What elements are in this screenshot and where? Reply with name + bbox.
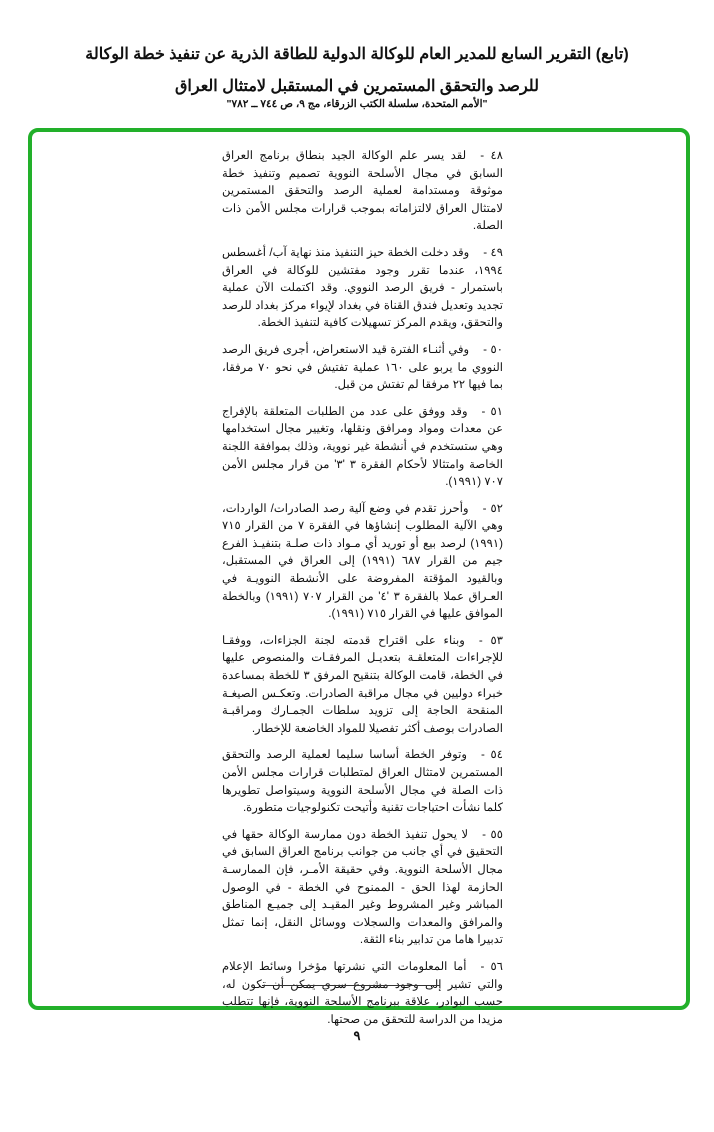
paragraph-56 — [222, 958, 503, 1028]
document-body — [222, 147, 503, 1037]
paragraph-number: ٥٢ - — [482, 501, 503, 515]
paragraph-number: ٥٣ - — [478, 633, 503, 647]
paragraph-52 — [222, 500, 503, 623]
paragraph-number: ٥٦ - — [480, 959, 503, 973]
paragraph-number: ٥٠ - — [483, 342, 503, 356]
divider — [262, 985, 440, 986]
paragraph-48 — [222, 147, 503, 235]
paragraph-49 — [222, 244, 503, 332]
paragraph-text: وتوفر الخطة أساسا سليما لعملية الرصد والتحقق المستمرين لامتثال العراق لمتطلبات قرارات مجلس الأمن ذات الصلة في مجال الأسلحة النووية وسيتواصل تطويرها كلما نشأت احتياجات تقنية وأتيحت تكنولوجيات متطورة. — [222, 748, 503, 815]
document-source: "الأمم المتحدة، سلسلة الكتب الزرقاء، مج ٩، ص ٧٤٤ ــ ٧٨٢" — [226, 98, 488, 110]
document-title-line1: (تابع) التقرير السابع للمدير العام للوكالة الدولية للطاقة الذرية عن تنفيذ خطة الوكالة — [85, 46, 629, 63]
paragraph-text: وقد ووفق على عدد من الطلبات المتعلقة بالإفراج عن معدات ومواد ومرافق ونقلها، وتغيير مجال استخدامها وهي ستستخدم في أنشطة غير نووية، وذلك بموافقة اللجنة الخاصة وامتثالا لأحكام الفقرة ٣ '٣' من قرار مجلس الأمن ٧٠٧ (١٩٩١). — [222, 404, 504, 489]
page-number: ٩ — [353, 1028, 361, 1043]
paragraph-text: لقد يسر علم الوكالة الجيد بنطاق برنامج العراق السابق في مجال الأسلحة النووية تصميم وتنفيذ خطة موثوقة ومستدامة لعملية الرصد والتحقق المستمرين لامتثال العراق لالتزاماته بموجب قرارات مجلس الأمن ذات الصلة. — [222, 149, 503, 233]
document-title-line2: للرصد والتحقق المستمرين في المستقبل لامتثال العراق — [175, 78, 539, 95]
paragraph-text: أما المعلومات التي نشرتها مؤخرا وسائط الإعلام والتي تشير إلى وجود مشروع سري يمكن أن تكون له، حسب البوادر، علاقة ببرنامج الأسلحة النووية، فإنها تتطلب مزيدا من الدراسة للتحقق من صحتها. — [222, 959, 503, 1026]
paragraph-text: وقد دخلت الخطة حيز التنفيذ منذ نهاية آب/ أغسطس ١٩٩٤، عندما تقرر وجود مفتشين للوكالة في العراق باستمرار - فريق الرصد النووي. وقد اكتملت الآن عملية تجديد وتعديل فندق القناة في بغداد لإيواء مركز بغداد للرصد والتحقق، ويقدم المركز تسهيلات كافية لتنفيذ الخطة. — [222, 245, 503, 330]
paragraph-54 — [222, 746, 503, 816]
paragraph-50 — [222, 341, 503, 394]
paragraph-text: وفي أثنـاء الفترة قيد الاستعراض، أجرى فريق الرصد النووي ما يربو على ١٦٠ عملية تفتيش في نحو ٧٠ مرفقا، بما فيها ٢٢ مرفقا لم تفتش من قبل. — [222, 342, 503, 392]
paragraph-text: وأحرز تقدم في وضع آلية رصد الصادرات/ الواردات، وهي الآلية المطلوب إنشاؤها في الفقرة ٧ من القرار ٧١٥ (١٩٩١) لرصد بيع أو توريد أي مـواد ذات صلـة بتنفيـذ الفرع جيم من القرار ٦٨٧ (١٩٩١) إلى العراق في المستقبل، وبالقيود المؤقتة المفروضة على الأنشطة النوويـة في العـراق عملا بالفقرة ٣ '٤' من القرار ٧٠٧ (١٩٩١) وبالخطة الموافق عليها في القرار ٧١٥ (١٩٩١). — [222, 501, 504, 621]
paragraph-53 — [222, 632, 503, 738]
paragraph-51 — [222, 403, 503, 491]
paragraph-number: ٥٥ - — [482, 827, 503, 841]
paragraph-text: لا يحول تنفيذ الخطة دون ممارسة الوكالة حقها في التحقيق في أي جانب من جوانب برنامج العراق السابق في مجال الأسلحة النووية. وفي حقيقة الأمـر، فإن الممارسـة الحازمة لهذا الحق - الممنوح في الخطة - في الوصول المباشر وغير المشروط وغير المقيـد إلى جميـع المناطق والمرافق والمعدات والسجلات ووسائل النقل، إنما تمثل تدبيرا هاما من تدابير بناء الثقة. — [222, 827, 503, 947]
paragraph-number: ٤٩ - — [483, 245, 503, 259]
paragraph-number: ٥٤ - — [481, 748, 503, 762]
paragraph-text: وبناء على اقتراح قدمته لجنة الجزاءات، ووفقـا للإجراءات المتعلقـة بتعديـل المرفقـات والمنصوص عليها في الخطة، قامت الوكالة بتنقيح المرفق ٣ للخطة بمساعدة خبراء دوليين في مجال مراقبة الصادرات. وتعكـس الصيغـة المنقحة الحاجة إلى تزويد سلطات الجمـارك ومراقبـة الصادرات بوصف أكثر تفصيلا للمواد الخاضعة للإخطار. — [222, 633, 504, 735]
paragraph-number: ٥١ - — [481, 404, 503, 418]
paragraph-55 — [222, 826, 503, 949]
paragraph-number: ٤٨ - — [480, 149, 503, 162]
